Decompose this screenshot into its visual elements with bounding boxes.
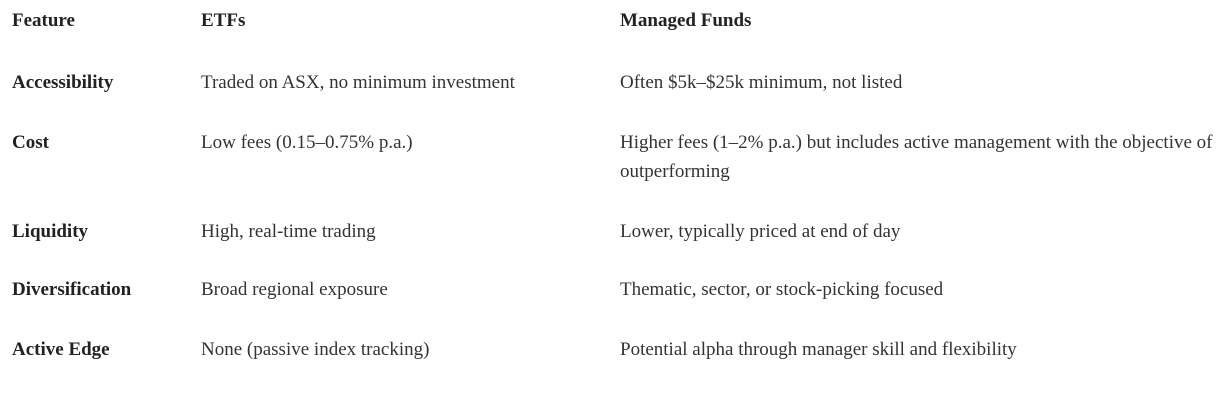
feature-cell: Accessibility (12, 72, 114, 93)
header-managed-funds: Managed Funds (620, 10, 752, 31)
etfs-cell: High, real-time trading (201, 221, 376, 242)
etfs-cell: Broad regional exposure (201, 279, 388, 300)
header-feature: Feature (12, 10, 75, 31)
managed-funds-cell: Often $5k–$25k minimum, not listed (620, 72, 903, 93)
managed-funds-cell: Potential alpha through manager skill and flexibility (620, 339, 1017, 360)
managed-funds-cell: Thematic, sector, or stock-picking focused (620, 279, 944, 300)
managed-funds-cell: Lower, typically priced at end of day (620, 221, 901, 242)
etfs-cell: None (passive index tracking) (201, 339, 430, 360)
feature-cell: Cost (12, 132, 49, 153)
managed-funds-cell: Higher fees (1–2% p.a.) but includes active management with the objective of outperforming (620, 132, 1213, 182)
feature-cell: Diversification (12, 279, 132, 300)
feature-cell: Active Edge (12, 339, 110, 360)
header-etfs: ETFs (201, 10, 246, 31)
feature-cell: Liquidity (12, 221, 89, 242)
etfs-cell: Low fees (0.15–0.75% p.a.) (201, 132, 413, 153)
etfs-cell: Traded on ASX, no minimum investment (201, 72, 515, 93)
